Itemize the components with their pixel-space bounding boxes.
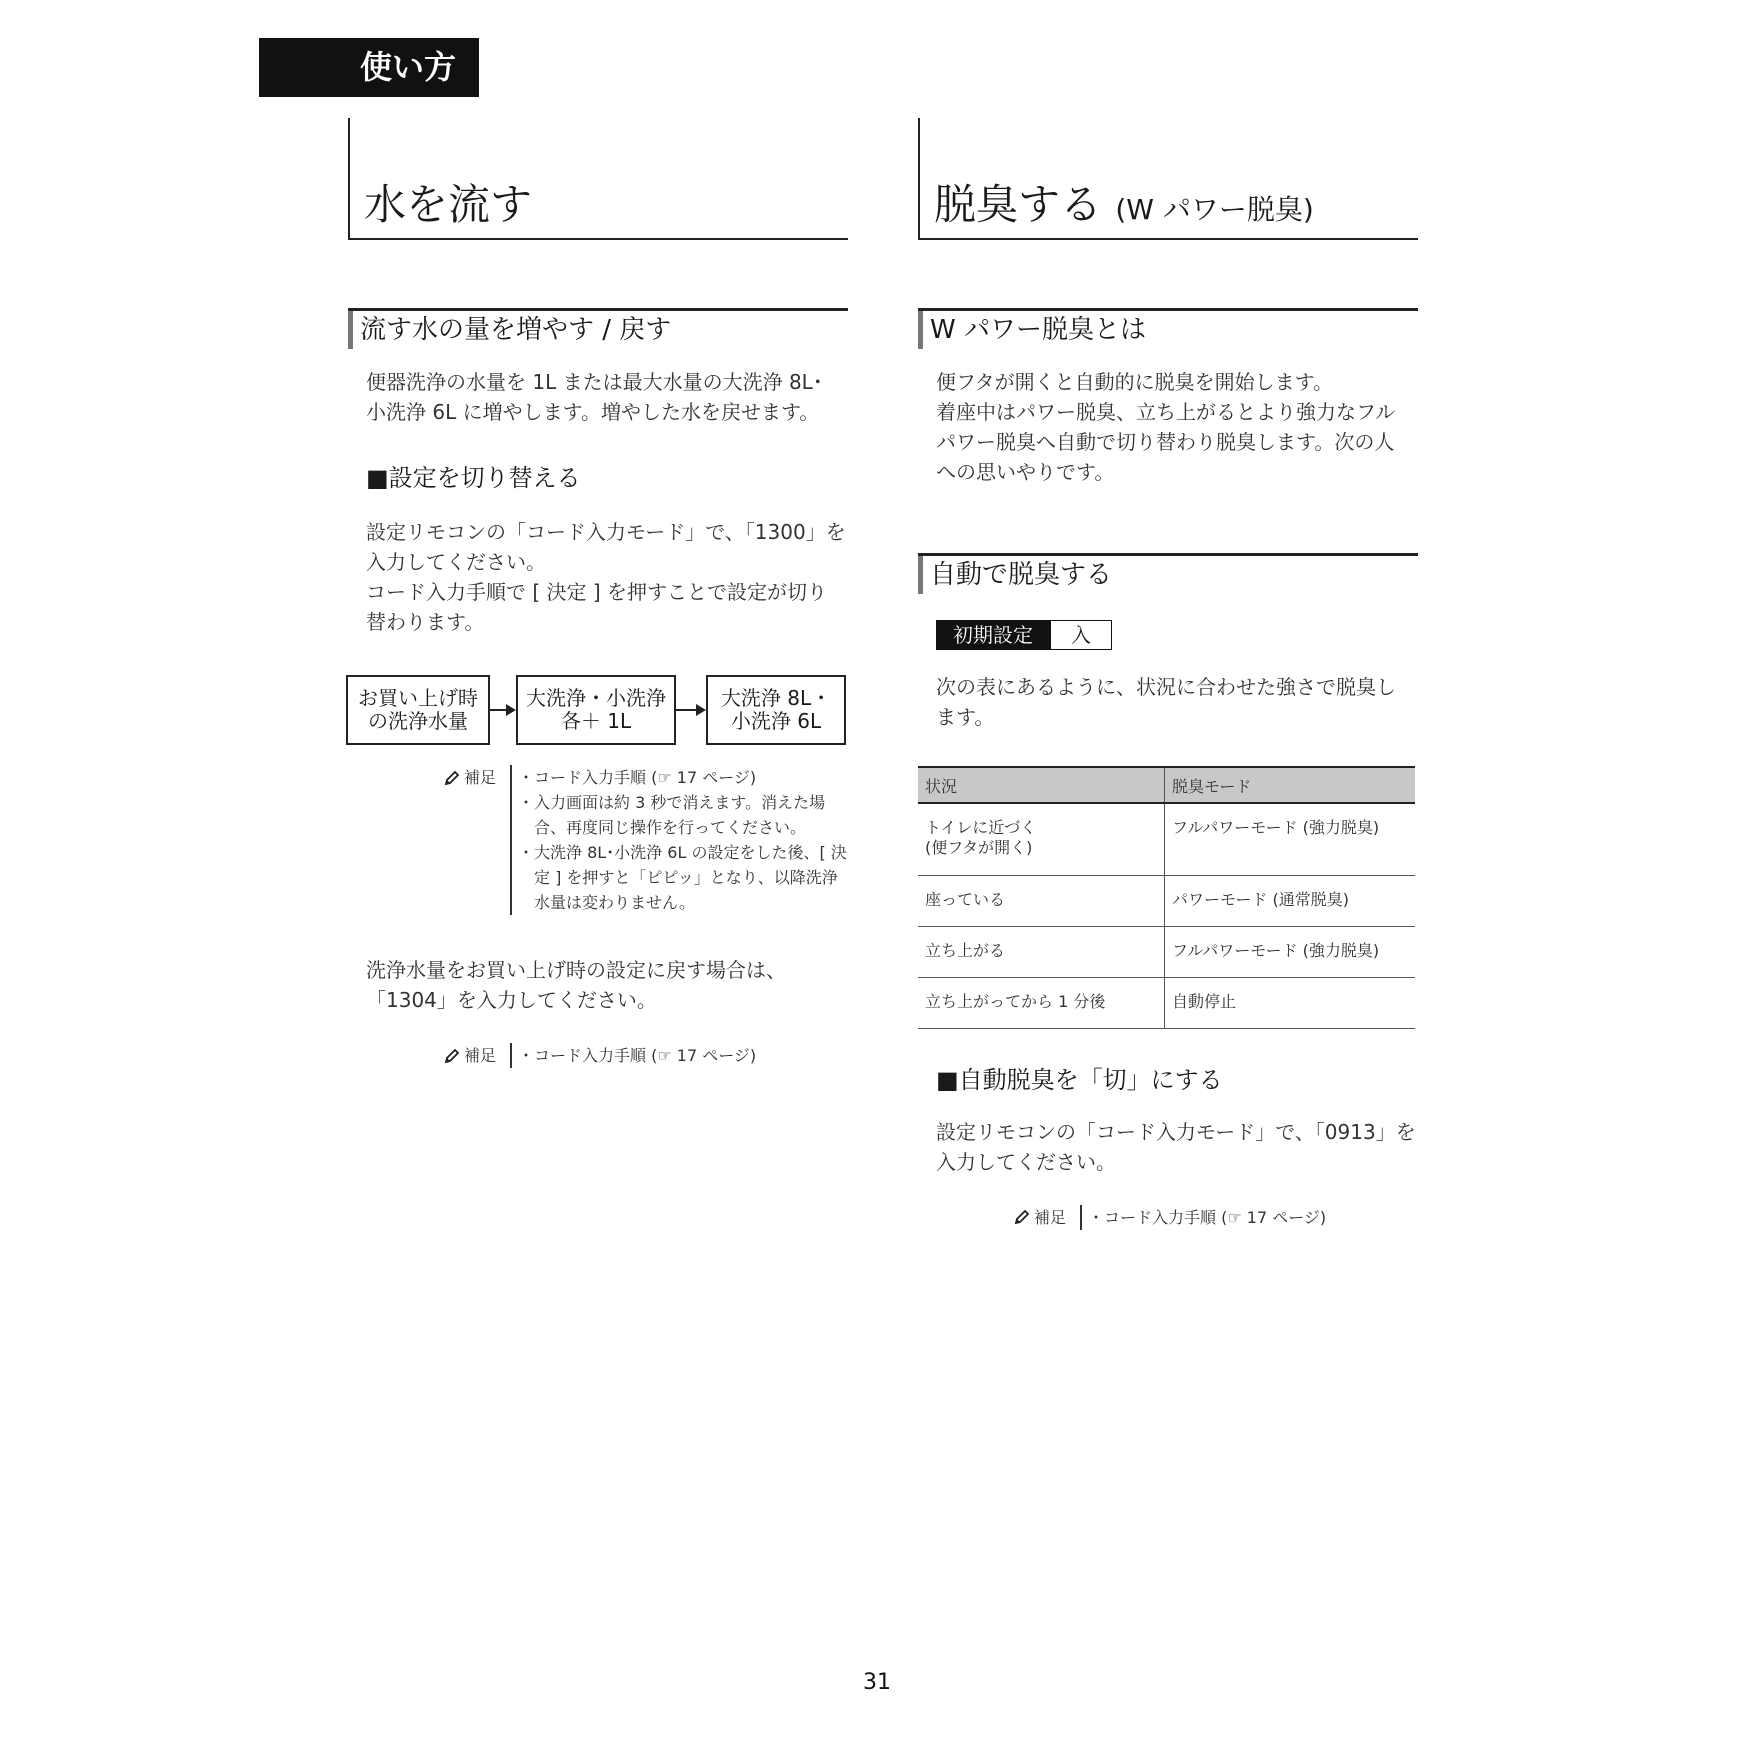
text-line: コード入力手順で [ 決定 ] を押すことで設定が切り xyxy=(366,580,828,604)
table-cell-situation: 立ち上がる xyxy=(918,926,1165,977)
table-header-row xyxy=(918,767,1415,803)
note-label xyxy=(444,765,496,790)
note-line: ・コード入力手順 (☞ 17 ページ) xyxy=(518,768,757,787)
text-line: 着座中はパワー脱臭、立ち上がるとより強力なフル xyxy=(936,400,1396,424)
chapter-title xyxy=(934,179,1314,229)
chapter-title-sub: (W パワー脱臭) xyxy=(1115,192,1314,226)
table-cell-mode: 自動停止 xyxy=(1165,977,1416,1028)
table-row xyxy=(918,926,1415,977)
note-label-text: 補足 xyxy=(464,1046,497,1065)
flow-arrow xyxy=(676,709,704,711)
default-setting-badge xyxy=(936,620,1418,650)
intro-paragraph xyxy=(366,367,848,427)
section-marker xyxy=(918,311,923,349)
table-cell-situation: 立ち上がってから 1 分後 xyxy=(918,977,1165,1028)
reset-paragraph xyxy=(366,955,848,1015)
setting-flow-diagram xyxy=(348,675,848,749)
text-line: ます。 xyxy=(936,705,995,729)
note-label xyxy=(444,1043,496,1068)
note-line: 水量は変わりません。 xyxy=(518,893,695,912)
instructions-paragraph xyxy=(366,517,848,637)
chapter-title: 水を流す xyxy=(364,179,533,229)
note-line: ・コード入力手順 (☞ 17 ページ) xyxy=(1088,1207,1327,1227)
text-line: 設定リモコンの「コード入力モード」で、「1300」を xyxy=(366,520,846,544)
note-body xyxy=(510,765,848,915)
table-row xyxy=(918,803,1415,875)
note-line: ・大洗浄 8L･小洗浄 6L の設定をした後、[ 決 xyxy=(518,843,847,862)
badge-label: 初期設定 xyxy=(936,620,1050,650)
text-line: 次の表にあるように、状況に合わせた強さで脱臭し xyxy=(936,675,1396,699)
section-heading-auto-deodorize xyxy=(918,553,1418,594)
note-line: ・入力画面は約 3 秒で消えます。消えた場 xyxy=(518,793,826,812)
section-title: 自動で脱臭する xyxy=(930,560,1113,590)
subheading-switch-setting: ■設定を切り替える xyxy=(366,464,581,492)
left-column xyxy=(348,118,848,1068)
text-line: への思いやりです。 xyxy=(936,460,1115,484)
section-tab: 使い方 xyxy=(259,38,479,97)
page-number: 31 xyxy=(863,1670,891,1695)
chapter-heading-deodorize xyxy=(918,118,1418,240)
text-line: 「1304」を入力してください。 xyxy=(366,988,657,1012)
chapter-heading-flush xyxy=(348,118,848,240)
pencil-icon xyxy=(1014,1209,1030,1225)
pencil-icon xyxy=(444,1048,460,1064)
cell-line: (便フタが開く) xyxy=(925,838,1033,857)
text-line: パワー脱臭へ自動で切り替わり脱臭します。次の人 xyxy=(936,430,1395,454)
note-label xyxy=(1014,1205,1066,1230)
flow-box-plus-1l xyxy=(516,675,676,745)
supplement-note xyxy=(464,765,848,915)
table-row xyxy=(918,875,1415,926)
supplement-note-3 xyxy=(1034,1205,1418,1230)
supplement-note-2 xyxy=(464,1043,848,1068)
text-line: 設定リモコンの「コード入力モード」で、「0913」を xyxy=(936,1119,1416,1144)
auto-off-instructions xyxy=(936,1117,1418,1177)
note-label-text: 補足 xyxy=(1034,1207,1067,1227)
chapter-title-main: 脱臭する xyxy=(934,179,1103,229)
deodorize-mode-table xyxy=(918,766,1415,1029)
auto-deodorize-description xyxy=(936,672,1418,732)
w-power-description xyxy=(936,367,1418,487)
flow-box-line: お買い上げ時 xyxy=(358,686,478,710)
note-label-text: 補足 xyxy=(464,768,497,787)
flow-arrow xyxy=(490,709,514,711)
note-line: 合、再度同じ操作を行ってください。 xyxy=(518,818,807,837)
table-header: 状況 xyxy=(918,767,1165,803)
pencil-icon xyxy=(444,770,460,786)
table-cell-situation xyxy=(918,803,1165,875)
section-title: W パワー脱臭とは xyxy=(930,315,1146,345)
cell-line: トイレに近づく xyxy=(925,818,1037,837)
flow-box-max xyxy=(706,675,846,745)
text-line: 入力してください。 xyxy=(936,1149,1116,1174)
right-column xyxy=(918,118,1418,1230)
subheading-auto-off: ■自動脱臭を「切」にする xyxy=(936,1065,1223,1094)
note-line: 定 ] を押すと「ピピッ」となり、以降洗浄 xyxy=(518,868,838,887)
section-heading-water-amount xyxy=(348,308,848,349)
flow-box-default xyxy=(346,675,490,745)
text-line: 便フタが開くと自動的に脱臭を開始します。 xyxy=(936,370,1333,394)
section-heading-w-power xyxy=(918,308,1418,349)
text-line: 入力してください。 xyxy=(366,550,546,574)
flow-box-line: 小洗浄 6L xyxy=(730,709,822,733)
section-marker xyxy=(348,311,353,349)
text-line: 洗浄水量をお買い上げ時の設定に戻す場合は、 xyxy=(366,958,786,982)
flow-box-line: 各＋ 1L xyxy=(560,709,632,733)
note-line: ・コード入力手順 (☞ 17 ページ) xyxy=(518,1046,757,1065)
note-body xyxy=(1080,1205,1418,1230)
text-line: 便器洗浄の水量を 1L または最大水量の大洗浄 8L･ xyxy=(366,370,823,394)
flow-box-line: 大洗浄 8L・ xyxy=(720,686,832,710)
flow-box-line: の洗浄水量 xyxy=(368,709,468,733)
table-cell-mode: フルパワーモード (強力脱臭) xyxy=(1165,926,1416,977)
text-line: 替わります。 xyxy=(366,610,485,634)
table-cell-mode: パワーモード (通常脱臭) xyxy=(1165,875,1416,926)
section-title: 流す水の量を増やす / 戻す xyxy=(360,315,672,345)
badge-value: 入 xyxy=(1050,620,1112,650)
flow-box-line: 大洗浄・小洗浄 xyxy=(526,686,666,710)
table-row xyxy=(918,977,1415,1028)
table-cell-situation: 座っている xyxy=(918,875,1165,926)
note-body xyxy=(510,1043,848,1068)
table-cell-mode: フルパワーモード (強力脱臭) xyxy=(1165,803,1416,875)
text-line: 小洗浄 6L に増やします。増やした水を戻せます。 xyxy=(366,400,820,424)
section-marker xyxy=(918,556,923,594)
table-header: 脱臭モード xyxy=(1165,767,1416,803)
